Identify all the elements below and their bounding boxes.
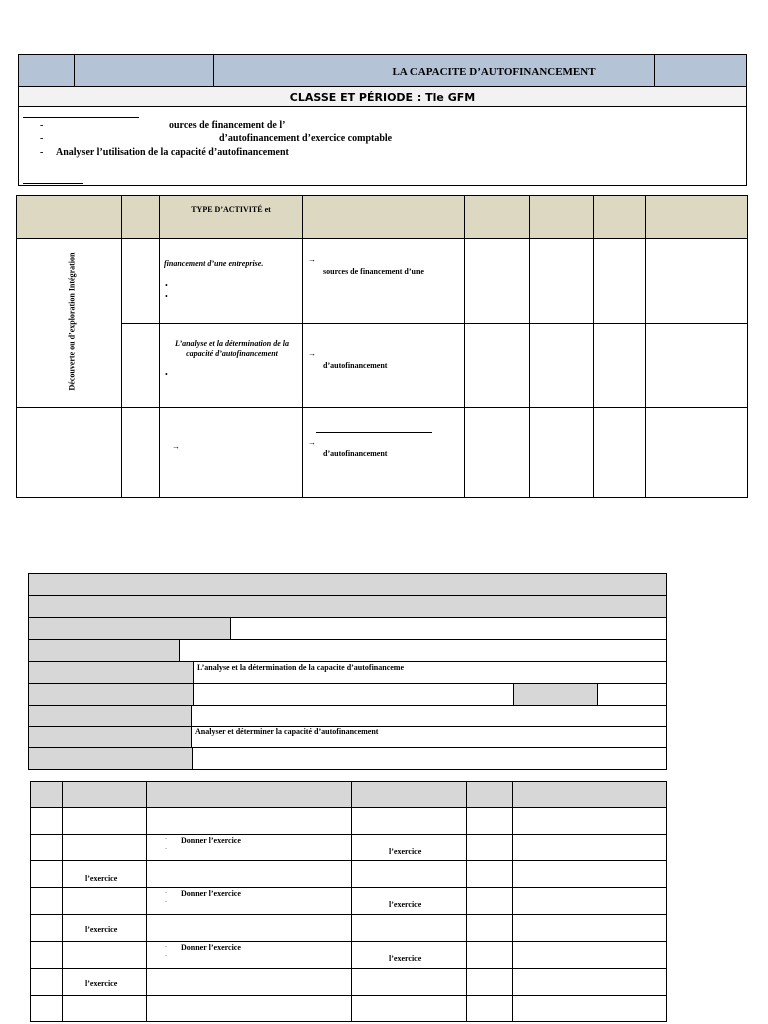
arrow-icon: → bbox=[308, 349, 316, 358]
r2-c2 bbox=[122, 324, 160, 408]
activity-table bbox=[16, 195, 748, 498]
row-label: l’exercice bbox=[85, 874, 118, 883]
r1-c2 bbox=[122, 239, 160, 324]
sheet-label bbox=[513, 684, 598, 705]
act-head-6 bbox=[530, 196, 594, 239]
dash: - bbox=[165, 846, 167, 852]
obj-dash-2: - bbox=[40, 133, 44, 144]
r3-c8 bbox=[646, 408, 748, 498]
act-head-type bbox=[160, 196, 303, 239]
obj-dash-3: - bbox=[40, 147, 44, 158]
result-text: l’exercice bbox=[389, 954, 422, 963]
r1-c7 bbox=[594, 239, 646, 324]
class-period: CLASSE ET PÉRIODE : Tle GFM bbox=[289, 90, 476, 104]
dash: - bbox=[165, 944, 167, 950]
r2-content bbox=[303, 324, 465, 408]
r2-c8 bbox=[646, 324, 748, 408]
lesson-sheet bbox=[28, 573, 667, 770]
row3-content-text: d’autofinancement bbox=[323, 449, 388, 458]
row1-activity-text: financement d’une entreprise. bbox=[164, 259, 264, 268]
row-label: l’exercice bbox=[85, 925, 118, 934]
dash: - bbox=[165, 836, 167, 842]
sheet-label bbox=[29, 640, 180, 661]
sheet-row-3 bbox=[29, 618, 666, 640]
steps-head-6 bbox=[513, 782, 667, 808]
sheet-row-5 bbox=[29, 662, 666, 684]
bullet: • bbox=[165, 281, 168, 290]
row2-content-text: d’autofinancement bbox=[323, 361, 388, 370]
table-row bbox=[31, 888, 667, 915]
blank-line bbox=[316, 432, 432, 433]
table-row bbox=[31, 915, 667, 942]
act-head-2 bbox=[122, 196, 160, 239]
sheet-row-6 bbox=[29, 684, 666, 706]
header-cell-2 bbox=[75, 55, 214, 87]
arrow-icon: → bbox=[308, 438, 316, 447]
r2-c6 bbox=[530, 324, 594, 408]
sheet-label bbox=[29, 748, 193, 769]
arrow-icon: → bbox=[308, 255, 316, 264]
row-label: l’exercice bbox=[85, 979, 118, 988]
steps-head-2 bbox=[63, 782, 147, 808]
header-cell-4 bbox=[655, 55, 747, 87]
sheet-row-4 bbox=[29, 640, 666, 662]
table-row bbox=[31, 942, 667, 969]
r2-c5 bbox=[465, 324, 530, 408]
header-title-cell bbox=[214, 55, 655, 87]
steps-head-5 bbox=[467, 782, 513, 808]
result-text: l’exercice bbox=[389, 900, 422, 909]
act-head-8 bbox=[646, 196, 748, 239]
objectives-cell bbox=[19, 107, 747, 186]
sheet-label bbox=[29, 618, 231, 639]
sheet-label bbox=[29, 727, 192, 747]
page-title: LA CAPACITE D’AUTOFINANCEMENT bbox=[392, 65, 596, 78]
table-row bbox=[31, 969, 667, 996]
steps-head-4 bbox=[352, 782, 467, 808]
act-head-5 bbox=[465, 196, 530, 239]
act-head-4 bbox=[303, 196, 465, 239]
header-cell-1 bbox=[19, 55, 75, 87]
row1-content-text: sources de financement d’une bbox=[323, 267, 424, 276]
sheet-row-9 bbox=[29, 748, 666, 769]
activity-type-header: TYPE D’ACTIVITÉ et bbox=[191, 205, 271, 214]
act-head-7 bbox=[594, 196, 646, 239]
sheet-label bbox=[29, 706, 192, 726]
dash: - bbox=[165, 899, 167, 905]
r1-c8 bbox=[646, 239, 748, 324]
phase-label: Découverte ou d’exploration Intégration bbox=[67, 252, 77, 391]
sheet-row-1 bbox=[29, 574, 666, 596]
sheet-label bbox=[29, 684, 194, 705]
task-text: Donner l’exercice bbox=[181, 889, 241, 898]
r3-c6 bbox=[530, 408, 594, 498]
r2-activity bbox=[160, 324, 303, 408]
sheet-row-7 bbox=[29, 706, 666, 727]
phase-cell bbox=[17, 239, 122, 408]
dash: - bbox=[165, 953, 167, 959]
task-text: Donner l’exercice bbox=[181, 943, 241, 952]
r1-content bbox=[303, 239, 465, 324]
obj-dash-1: - bbox=[40, 120, 44, 131]
lesson-objective: Analyser et déterminer la capacité d’autofinancement bbox=[195, 727, 379, 736]
objective-line-2: d’autofinancement d’exercice comptable bbox=[219, 133, 393, 144]
row2-activity-text: L’analyse et la détermination de la capacité d’autofinancement bbox=[175, 339, 289, 358]
arrow-icon: → bbox=[172, 442, 180, 451]
r3-activity bbox=[160, 408, 303, 498]
r3-c2 bbox=[122, 408, 160, 498]
objective-line-1: ources de financement de l’ bbox=[169, 120, 286, 131]
sheet-row-2 bbox=[29, 596, 666, 618]
sheet-label bbox=[29, 662, 194, 683]
table-row bbox=[31, 996, 667, 1022]
steps-table bbox=[30, 781, 667, 1022]
steps-head-1 bbox=[31, 782, 63, 808]
r1-c5 bbox=[465, 239, 530, 324]
table-row bbox=[31, 835, 667, 861]
table-row bbox=[31, 861, 667, 888]
r3-c7 bbox=[594, 408, 646, 498]
table-row bbox=[31, 808, 667, 835]
result-text: l’exercice bbox=[389, 847, 422, 856]
blank-line-2 bbox=[23, 183, 83, 184]
r3-c1 bbox=[17, 408, 122, 498]
blank-line bbox=[23, 117, 139, 118]
header-table bbox=[18, 54, 747, 186]
bullet: • bbox=[165, 370, 168, 379]
act-head-1 bbox=[17, 196, 122, 239]
dash: - bbox=[165, 890, 167, 896]
r1-activity bbox=[160, 239, 303, 324]
r3-content bbox=[303, 408, 465, 498]
steps-head-3 bbox=[147, 782, 352, 808]
objective-line-3: Analyser l’utilisation de la capacité d’autofinancement bbox=[56, 147, 289, 158]
r3-c5 bbox=[465, 408, 530, 498]
class-period-cell bbox=[19, 87, 747, 107]
lesson-title: L’analyse et la détermination de la capacite d’autofinanceme bbox=[197, 663, 405, 672]
bullet: • bbox=[165, 292, 168, 301]
r1-c6 bbox=[530, 239, 594, 324]
r2-c7 bbox=[594, 324, 646, 408]
sheet-row-8 bbox=[29, 727, 666, 748]
task-text: Donner l’exercice bbox=[181, 836, 241, 845]
